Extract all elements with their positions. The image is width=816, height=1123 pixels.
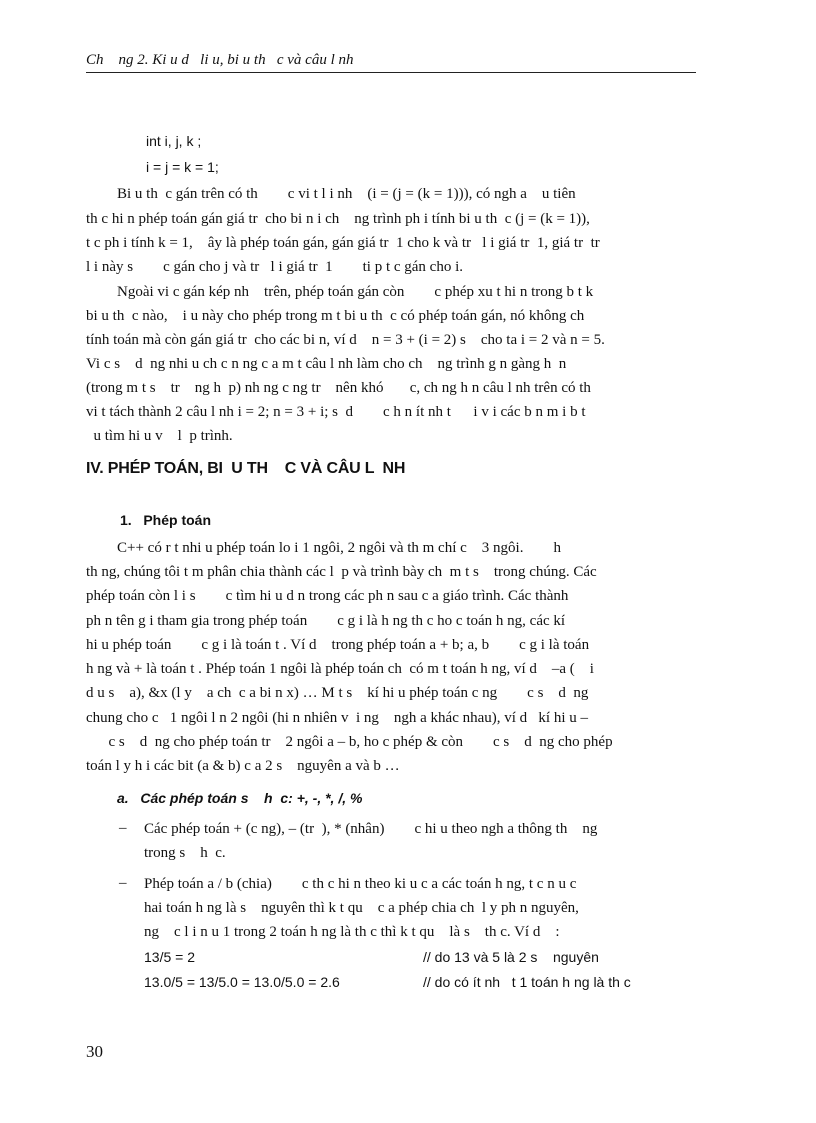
paragraph-line: th ng, chúng tôi t m phân chia thành các l p và trình bày ch m t s trong chúng. Các bbox=[86, 564, 597, 580]
paragraph-line: u tìm hi u v l p trình. bbox=[86, 428, 233, 444]
example-expression: 13.0/5 = 13/5.0 = 13.0/5.0 = 2.6 bbox=[144, 974, 340, 990]
paragraph-line: th c hi n phép toán gán giá tr cho bi n i ch ng trình ph i tính bi u th c (j = (k = 1)), bbox=[86, 211, 590, 227]
paragraph-line: hi u phép toán c g i là toán t . Ví d trong phép toán a + b; a, b c g i là toán bbox=[86, 637, 590, 653]
bullet-line: Các phép toán + (c ng), – (tr ), * (nhân) c hi u theo ngh a thông th ng bbox=[144, 821, 598, 837]
subsection-heading: 1. Phép toán bbox=[120, 512, 212, 528]
paragraph-line: bi u th c nào, i u này cho phép trong m t bi u th c có phép toán gán, nó không ch bbox=[86, 308, 585, 324]
paragraph-line: chung cho c 1 ngôi l n 2 ngôi (hi n nhiên v i ng ngh a khác nhau), ví d kí hi u – bbox=[86, 710, 589, 726]
code-line: i = j = k = 1; bbox=[146, 159, 219, 175]
paragraph-line: tính toán mà còn gán giá tr cho các bi n, ví d n = 3 + (i = 2) s cho ta i = 2 và n = 5. bbox=[86, 332, 605, 348]
section-heading: IV. PHÉP TOÁN, BI U TH C VÀ CÂU L NH bbox=[86, 460, 406, 477]
bullet-dash: – bbox=[119, 820, 127, 836]
example-expression: 13/5 = 2 bbox=[144, 949, 195, 965]
page-number: 30 bbox=[86, 1042, 103, 1061]
paragraph-line: t c ph i tính k = 1, ây là phép toán gán, gán giá tr 1 cho k và tr l i giá tr 1, giá tr tr bbox=[86, 235, 600, 251]
bullet-line: hai toán h ng là s nguyên thì k t qu c a phép chia ch l y ph n nguyên, bbox=[144, 900, 579, 916]
paragraph-line: phép toán còn l i s c tìm hi u d n trong các ph n sau c a giáo trình. Các thành bbox=[86, 588, 569, 604]
paragraph-line: C++ có r t nhi u phép toán lo i 1 ngôi, 2 ngôi và th m chí c 3 ngôi. h bbox=[117, 540, 561, 556]
code-line: int i, j, k ; bbox=[146, 133, 202, 149]
paragraph-line: h ng và + là toán t . Phép toán 1 ngôi là phép toán ch có m t toán h ng, ví d –a ( i bbox=[86, 661, 594, 677]
paragraph-line: ph n tên g i tham gia trong phép toán c g i là h ng th c ho c toán h ng, các kí bbox=[86, 613, 566, 629]
paragraph-line: vi t tách thành 2 câu l nh i = 2; n = 3 + i; s d c h n ít nh t i v i các b n m i b t bbox=[86, 404, 586, 420]
paragraph-line: c s d ng cho phép toán tr 2 ngôi a – b, ho c phép & còn c s d ng cho phép bbox=[86, 734, 613, 750]
header-rule bbox=[86, 72, 696, 73]
example-comment: // do 13 và 5 là 2 s nguyên bbox=[423, 949, 599, 965]
bullet-line: trong s h c. bbox=[144, 845, 226, 861]
subsubsection-heading: a. Các phép toán s h c: +, -, *, /, % bbox=[117, 790, 363, 806]
running-header: Ch ng 2. Ki u d li u, bi u th c và câu l nh bbox=[86, 52, 354, 68]
paragraph-line: Bi u th c gán trên có th c vi t l i nh (i = (j = (k = 1))), có ngh a u tiên bbox=[117, 186, 576, 202]
paragraph-line: Vi c s d ng nhi u ch c n ng c a m t câu l nh làm cho ch ng trình g n gàng h n bbox=[86, 356, 567, 372]
paragraph-line: Ngoài vi c gán kép nh trên, phép toán gán còn c phép xu t hi n trong b t k bbox=[117, 284, 594, 300]
bullet-line: Phép toán a / b (chia) c th c hi n theo ki u c a các toán h ng, t c n u c bbox=[144, 876, 577, 892]
paragraph-line: (trong m t s tr ng h p) nh ng c ng tr nên khó c, ch ng h n câu l nh trên có th bbox=[86, 380, 591, 396]
paragraph-line: toán l y h i các bit (a & b) c a 2 s nguyên a và b … bbox=[86, 758, 400, 774]
example-comment: // do có ít nh t 1 toán h ng là th c bbox=[423, 974, 631, 990]
bullet-line: ng c l i n u 1 trong 2 toán h ng là th c thì k t qu là s th c. Ví d : bbox=[144, 924, 560, 940]
bullet-dash: – bbox=[119, 875, 127, 891]
paragraph-line: d u s a), &x (l y a ch c a bi n x) … M t s kí hi u phép toán c ng c s d ng bbox=[86, 685, 589, 701]
paragraph-line: l i này s c gán cho j và tr l i giá tr 1 ti p t c gán cho i. bbox=[86, 259, 464, 275]
